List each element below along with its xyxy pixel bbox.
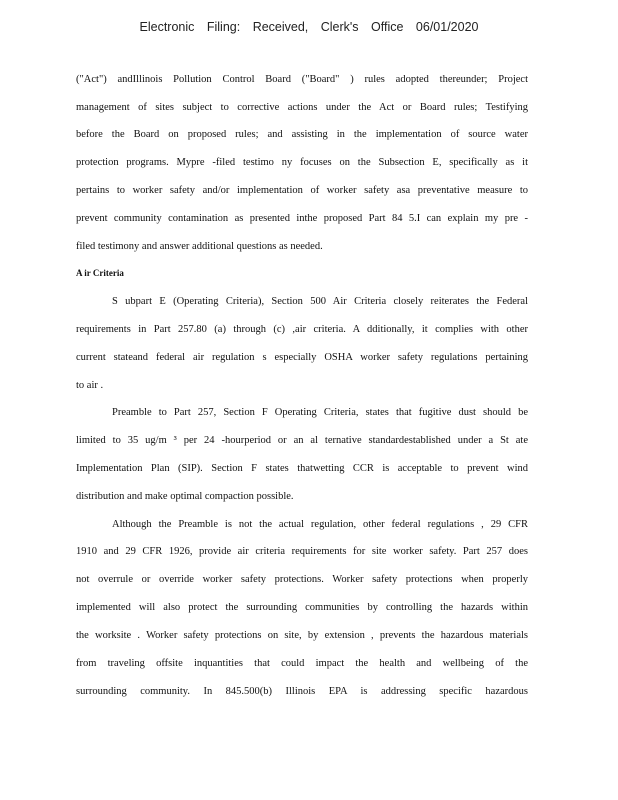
- text-line: requirements in Part 257.80 (a) through (c) ,air criteria. A dditionally, it complies with other: [76, 324, 528, 335]
- text-line: current stateand federal air regulation s especially OSHA worker safety regulations pertaining: [76, 352, 528, 363]
- text-line: implemented will also protect the surrounding communities by controlling the hazards within: [76, 602, 528, 613]
- text-line: 1910 and 29 CFR 1926, provide air criteria requirements for site worker safety. Part 257 does: [76, 546, 528, 557]
- text-line: protection programs. Mypre -filed testimo ny focuses on the Subsection E, specifically as it: [76, 157, 528, 168]
- section-heading: A ir Criteria: [76, 268, 124, 278]
- text-line: the worksite . Worker safety protections on site, by extension , prevents the hazardous materials: [76, 630, 528, 641]
- text-line: prevent community contamination as presented inthe proposed Part 84 5.I can explain my pre -: [76, 213, 528, 224]
- text-line: before the Board on proposed rules; and assisting in the implementation of source water: [76, 129, 528, 140]
- text-line: management of sites subject to corrective actions under the Act or Board rules; Testifying: [76, 102, 528, 113]
- text-line: to air .: [76, 380, 104, 391]
- filing-stamp-header: Electronic Filing: Received, Clerk's Office 06/01/2020: [139, 20, 479, 34]
- text-line: ("Act") andIllinois Pollution Control Board ("Board" ) rules adopted thereunder; Project: [76, 74, 528, 85]
- text-line: not overrule or override worker safety protections. Worker safety protections when properly: [76, 574, 528, 585]
- text-line: Preamble to Part 257, Section F Operating Criteria, states that fugitive dust should be: [112, 407, 528, 418]
- text-line: from traveling offsite inquantities that could impact the health and wellbeing of the: [76, 658, 528, 669]
- text-line: Implementation Plan (SIP). Section F states thatwetting CCR is acceptable to prevent wind: [76, 463, 528, 474]
- text-line: surrounding community. In 845.500(b) Illinois EPA is addressing specific hazardous: [76, 686, 528, 697]
- text-line: S ubpart E (Operating Criteria), Section 500 Air Criteria closely reiterates the Federal: [112, 296, 528, 307]
- text-line: Although the Preamble is not the actual regulation, other federal regulations , 29 CFR: [112, 519, 528, 530]
- text-line: distribution and make optimal compaction possible.: [76, 491, 294, 502]
- text-line: limited to 35 ug/m ³ per 24 -hourperiod or an al ternative standardestablished under a St ate: [76, 435, 528, 446]
- text-line: pertains to worker safety and/or implementation of worker safety asa preventative measure to: [76, 185, 528, 196]
- text-line: filed testimony and answer additional questions as needed.: [76, 241, 323, 252]
